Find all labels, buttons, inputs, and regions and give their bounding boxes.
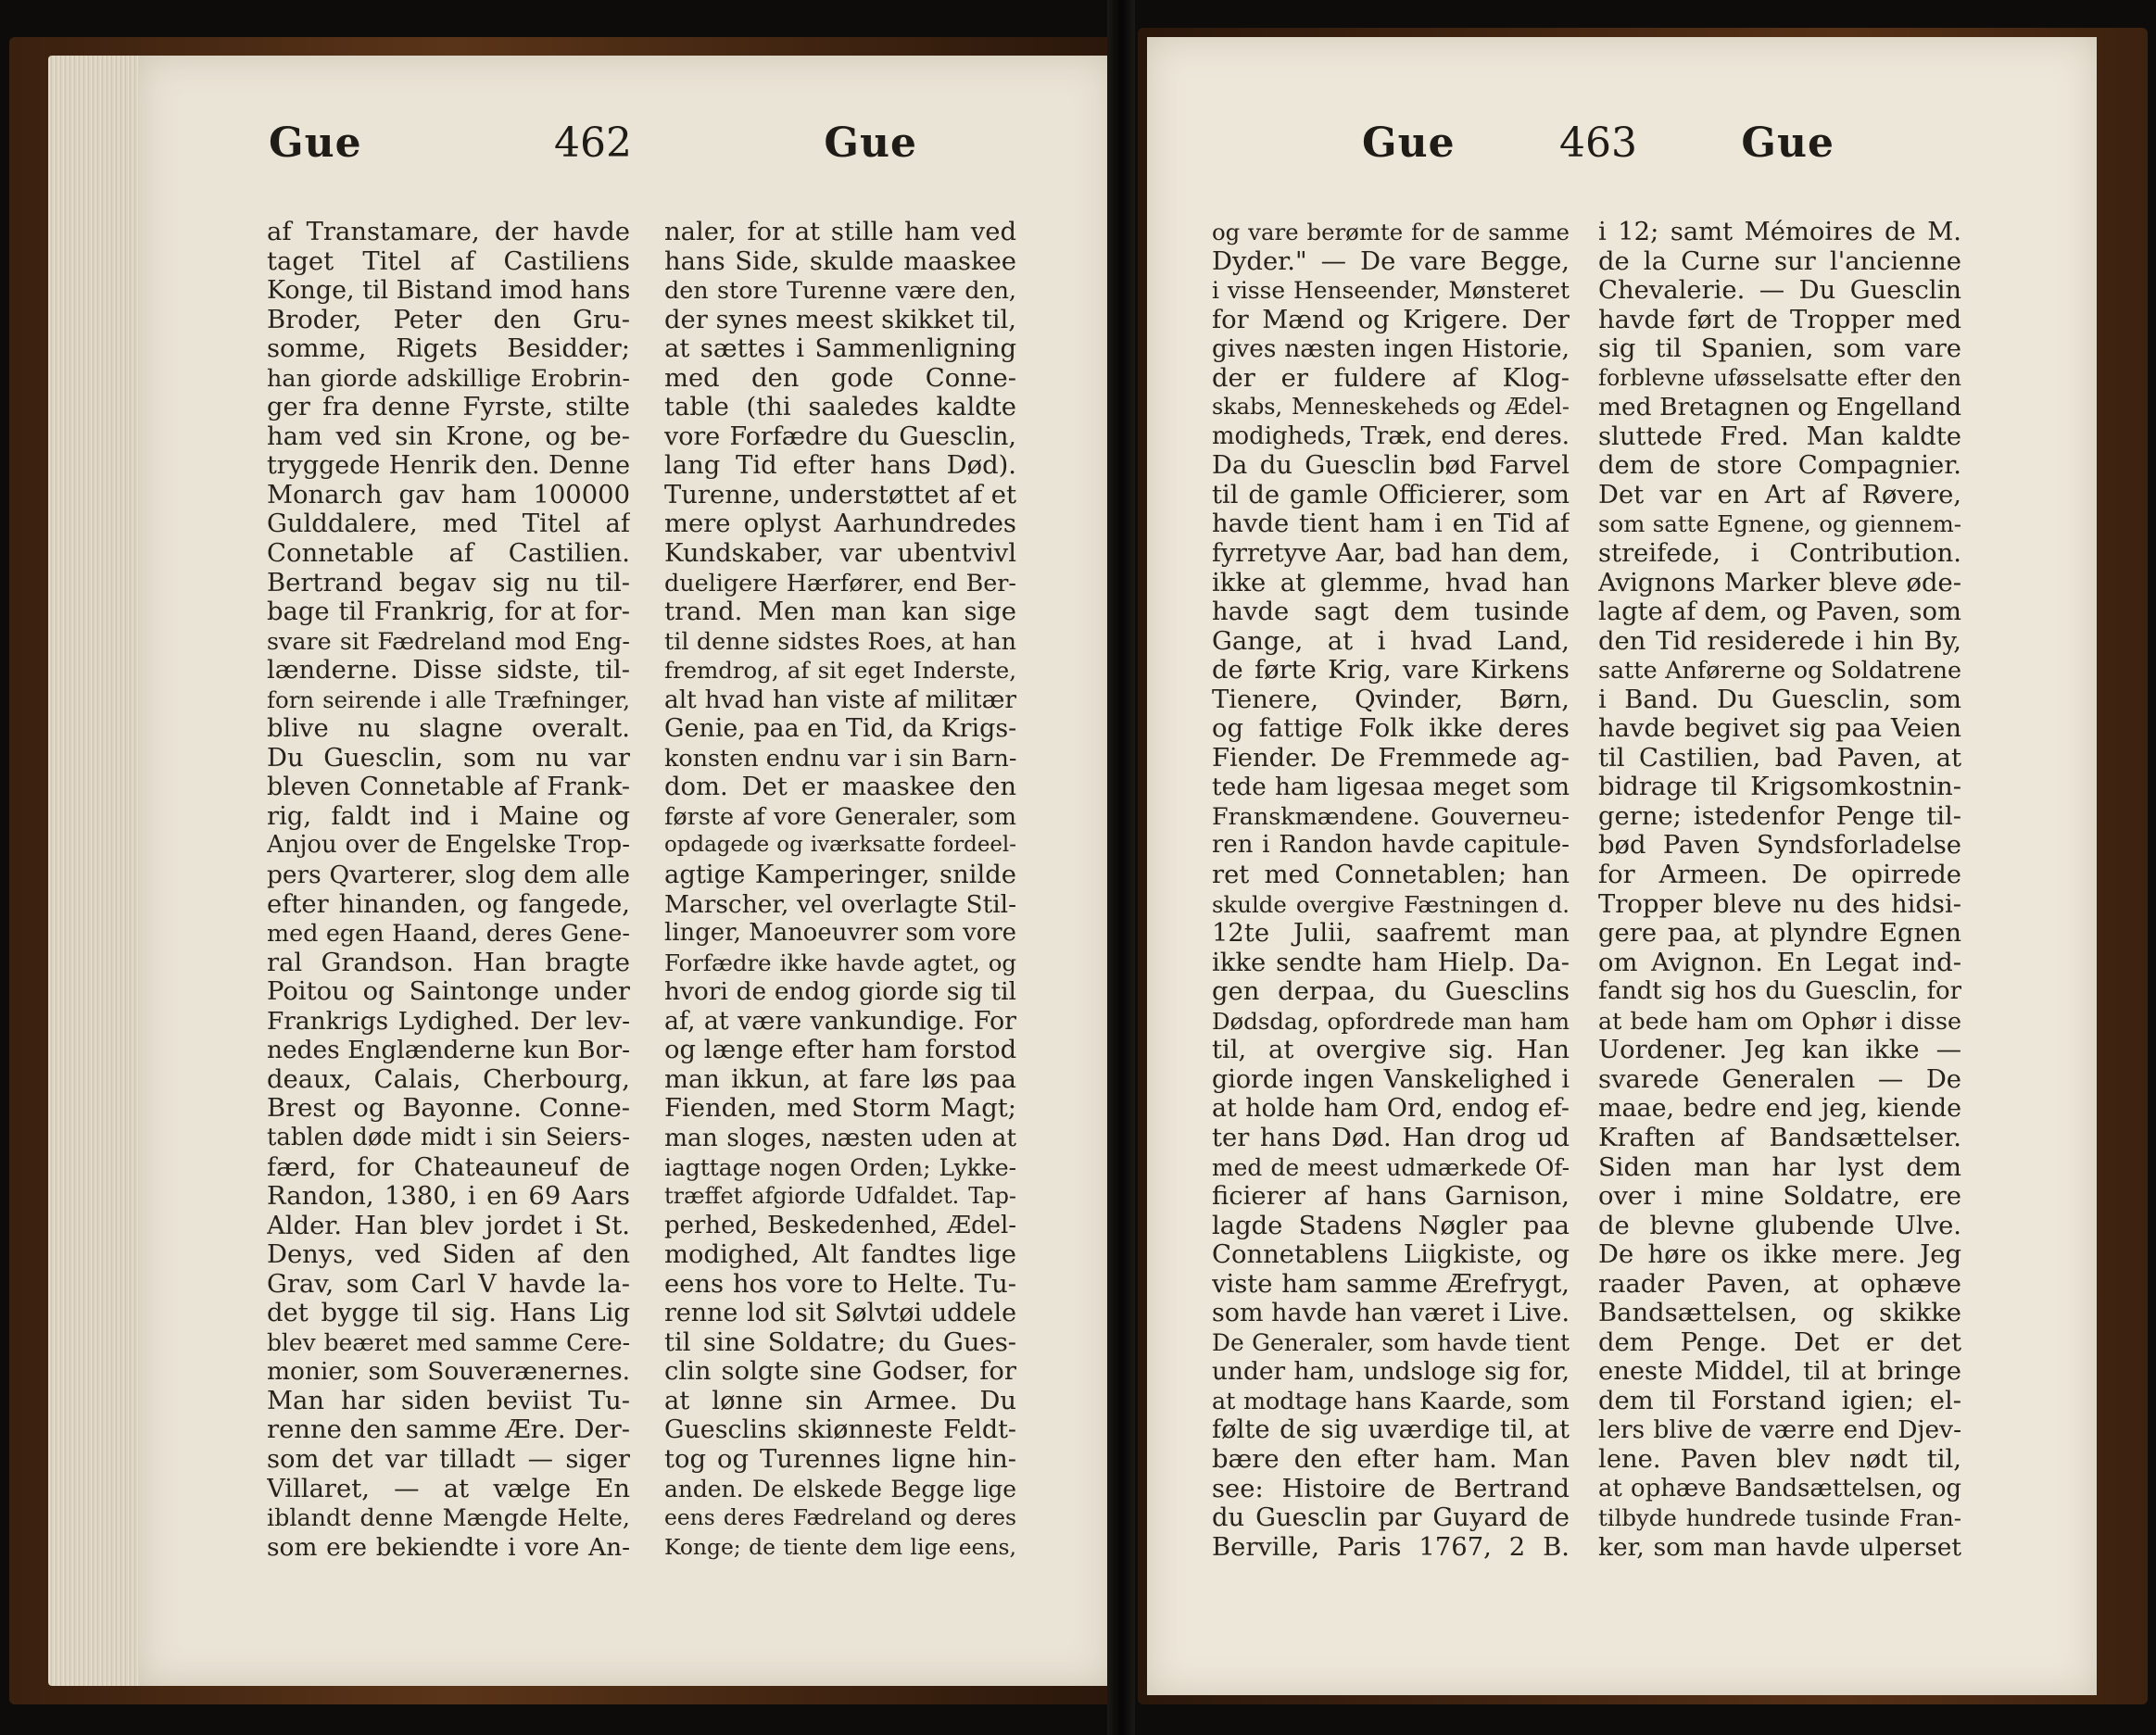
text-line: bidrage til Krigsomkostnin-	[1598, 773, 1961, 802]
left-catchword-right: Gue	[824, 119, 917, 167]
text-line: deaux, Calais, Cherbourg,	[267, 1064, 630, 1094]
text-line: dem Penge. Det er det	[1598, 1327, 1961, 1357]
text-line: Alder. Han blev jordet i St.	[267, 1211, 630, 1240]
text-line: dom. Det er maaskee den	[664, 773, 1016, 802]
text-line: af Transtamare, der havde	[267, 218, 630, 246]
text-line: see: Histoire de Bertrand	[1212, 1474, 1570, 1503]
text-line: gives næsten ingen Historie,	[1212, 334, 1570, 364]
left-page-column-1	[267, 218, 630, 1562]
text-line: at lønne sin Armee. Du	[664, 1386, 1016, 1415]
text-line: lang Tid efter hans Død).	[664, 451, 1016, 481]
left-catchword-left: Gue	[269, 119, 362, 167]
text-line: under ham, undsloge sig for,	[1212, 1357, 1570, 1387]
text-line: tog og Turennes ligne hin-	[664, 1444, 1016, 1474]
text-line: linger, Manoeuvrer som vore	[664, 919, 1016, 948]
text-line: tede ham ligesaa meget som	[1212, 773, 1570, 802]
text-line: i visse Henseender, Mønsteret	[1212, 277, 1570, 305]
text-line: svare sit Fædreland mod Eng-	[267, 626, 630, 655]
text-line: for Mænd og Krigere. Der	[1212, 305, 1570, 334]
text-line: med den gode Conne-	[664, 363, 1016, 393]
text-line: agtige Kamperinger, snilde	[664, 861, 1016, 890]
text-line: Kraften af Bandsættelser.	[1598, 1123, 1961, 1152]
text-line: iagttage nogen Orden; Lykke-	[664, 1153, 1016, 1181]
text-line: der synes meest skikket til,	[664, 305, 1016, 334]
text-line: dueligere Hærfører, end Ber-	[664, 568, 1016, 597]
text-line: giorde ingen Vanskelighed i	[1212, 1064, 1570, 1094]
text-line: Bandsættelsen, og skikke	[1598, 1299, 1961, 1328]
left-page-column-2	[664, 218, 1016, 1562]
text-line: og vare berømte for de samme	[1212, 219, 1570, 245]
text-line: bleven Connetable af Frank-	[267, 773, 630, 802]
text-line: De høre os ikke mere. Jeg	[1598, 1240, 1961, 1270]
text-line: som havde han været i Live.	[1212, 1299, 1570, 1328]
text-line: Franskmændene. Gouverneu-	[1212, 801, 1570, 830]
text-line: eens deres Fædreland og deres	[664, 1504, 1016, 1531]
text-line: Chevalerie. — Du Guesclin	[1598, 276, 1961, 306]
text-line: dem til Forstand igien; el-	[1598, 1386, 1961, 1415]
text-line: du Guesclin par Guyard de	[1212, 1503, 1570, 1533]
text-line: Konge, til Bistand imod hans	[267, 276, 630, 306]
text-line: ger fra denne Fyrste, stilte	[267, 393, 630, 422]
text-line: renne den samme Ære. Der-	[267, 1415, 630, 1445]
text-line: gen derpaa, du Guesclins	[1212, 977, 1570, 1007]
text-line: tryggede Henrik den. Denne	[267, 451, 630, 481]
text-line: at bede ham om Ophør i disse	[1598, 1006, 1961, 1035]
text-line: Da du Guesclin bød Farvel	[1212, 451, 1570, 481]
text-line: iblandt denne Mængde Helte,	[267, 1503, 630, 1532]
text-line: bage til Frankrig, for at for-	[267, 597, 630, 627]
text-line: Uordener. Jeg kan ikke —	[1598, 1036, 1961, 1065]
text-line: til sine Soldatre; du Gues-	[664, 1327, 1016, 1357]
text-line: Bertrand begav sig nu til-	[267, 568, 630, 597]
text-line: Connetable af Castilien.	[267, 539, 630, 569]
text-line: hvori de endog giorde sig til	[664, 977, 1016, 1007]
text-line: havde sagt dem tusinde	[1212, 597, 1570, 627]
text-line: ikke sendte ham Hielp. Da-	[1212, 948, 1570, 977]
text-line: som satte Egnene, og giennem-	[1598, 510, 1961, 538]
text-line: lene. Paven blev nødt til,	[1598, 1444, 1961, 1474]
left-running-head	[269, 93, 917, 167]
text-line: Siden man har lyst dem	[1598, 1152, 1961, 1182]
right-page-number: 463	[1559, 119, 1637, 167]
text-line: raader Paven, at ophæve	[1598, 1269, 1961, 1299]
text-line: i Band. Du Guesclin, som	[1598, 685, 1961, 714]
text-line: ren i Randon havde capitule-	[1212, 831, 1570, 860]
text-line: følte de sig uværdige til, at	[1212, 1415, 1570, 1445]
text-line: skabs, Menneskeheds og Ædel-	[1212, 394, 1570, 421]
text-line: blev beæret med samme Cere-	[267, 1328, 630, 1356]
text-line: af, at være vankundige. For	[664, 1006, 1016, 1036]
text-line: trand. Men man kan sige	[664, 597, 1016, 627]
text-line: efter hinanden, og fangede,	[267, 889, 630, 919]
text-line: lers blive de værre end Djev-	[1598, 1415, 1961, 1445]
text-line: Kundskaber, var ubentvivl	[664, 539, 1016, 569]
text-line: ikke at glemme, hvad han	[1212, 568, 1570, 597]
text-line: han giorde adskillige Erobrin-	[267, 363, 630, 392]
text-line: opdagede og iværksatte fordeel-	[664, 833, 1016, 858]
text-line: som det var tilladt — siger	[267, 1444, 630, 1474]
text-line: at ophæve Bandsættelsen, og	[1598, 1474, 1961, 1502]
text-line: havde ført de Tropper med	[1598, 305, 1961, 334]
text-line: Turenne, understøttet af et	[664, 480, 1016, 509]
text-line: til denne sidstes Roes, at han	[664, 626, 1016, 655]
text-line: Marscher, vel overlagte Stil-	[664, 889, 1016, 919]
text-line: Randon, 1380, i en 69 Aars	[267, 1182, 630, 1212]
text-line: dem de store Compagnier.	[1598, 451, 1961, 481]
text-line: med egen Haand, deres Gene-	[267, 919, 630, 948]
text-line: sluttede Fred. Man kaldte	[1598, 421, 1961, 451]
text-line: Tropper bleve nu des hidsi-	[1598, 889, 1961, 919]
text-line: færd, for Chateauneuf de	[267, 1152, 630, 1182]
left-page-number: 462	[554, 119, 632, 167]
text-line: modighed, Alt fandtes lige	[664, 1240, 1016, 1270]
text-line: om Avignon. En Legat ind-	[1598, 948, 1961, 977]
text-line: konsten endnu var i sin Barn-	[664, 743, 1016, 772]
text-line: taget Titel af Castiliens	[267, 246, 630, 276]
text-line: at holde ham Ord, endog ef-	[1212, 1094, 1570, 1124]
text-line: Brest og Bayonne. Conne-	[267, 1094, 630, 1124]
text-line: eneste Middel, til at bringe	[1598, 1357, 1961, 1387]
text-line: renne lod sit Sølvtøi uddele	[664, 1299, 1016, 1328]
text-line: der er fuldere af Klog-	[1212, 363, 1570, 393]
text-line: Anjou over de Engelske Trop-	[267, 831, 630, 860]
text-line: gere paa, at plyndre Egnen	[1598, 919, 1961, 949]
text-line: anden. De elskede Begge lige	[664, 1475, 1016, 1502]
text-line: tilbyde hundrede tusinde Fran-	[1598, 1504, 1961, 1532]
text-line: de blevne glubende Ulve.	[1598, 1211, 1961, 1240]
text-line: Frankrigs Lydighed. Der lev-	[267, 1006, 630, 1036]
text-line: table (thi saaledes kaldte	[664, 393, 1016, 422]
text-line: Poitou og Saintonge under	[267, 977, 630, 1007]
text-line: Dyder." — De vare Begge,	[1212, 246, 1570, 276]
text-line: med de meest udmærkede Of-	[1212, 1153, 1570, 1181]
text-line: Forfædre ikke havde agtet, og	[664, 949, 1016, 976]
text-line: og længe efter ham forstod	[664, 1036, 1016, 1065]
text-line: ral Grandson. Han bragte	[267, 948, 630, 977]
text-line: Man har siden beviist Tu-	[267, 1386, 630, 1415]
text-line: Genie, paa en Tid, da Krigs-	[664, 714, 1016, 744]
right-page-column-1	[1212, 218, 1570, 1562]
text-line: hans Side, skulde maaskee	[664, 246, 1016, 276]
text-line: clin solgte sine Godser, for	[664, 1357, 1016, 1387]
text-line: over i mine Soldatre, ere	[1598, 1182, 1961, 1212]
text-line: streifede, i Contribution.	[1598, 539, 1961, 569]
text-line: bære den efter ham. Man	[1212, 1444, 1570, 1474]
text-line: lagde Stadens Nøgler paa	[1212, 1211, 1570, 1240]
text-line: Monarch gav ham 100000	[267, 480, 630, 509]
text-line: Det var en Art af Røvere,	[1598, 480, 1961, 509]
text-line: eens hos vore to Helte. Tu-	[664, 1269, 1016, 1299]
text-line: den Tid residerede i hin By,	[1598, 626, 1961, 656]
text-line: bød Paven Syndsforladelse	[1598, 831, 1961, 861]
text-line: Du Guesclin, som nu var	[267, 743, 630, 773]
text-line: ter hans Død. Han drog ud	[1212, 1123, 1570, 1152]
text-line: at modtage hans Kaarde, som	[1212, 1386, 1570, 1414]
text-line: naler, for at stille ham ved	[664, 218, 1016, 246]
text-line: Konge; de tiente dem lige eens,	[664, 1533, 1016, 1560]
text-line: Tienere, Qvinder, Børn,	[1212, 685, 1570, 714]
text-line: havde tient ham i en Tid af	[1212, 509, 1570, 539]
text-line: med Bretagnen og Engelland	[1598, 393, 1961, 422]
text-line: første af vore Generaler, som	[664, 801, 1016, 830]
text-line: træffet afgiorde Udfaldet. Tap-	[664, 1183, 1016, 1210]
text-line: man sloges, næsten uden at	[664, 1123, 1016, 1152]
text-line: gerne; istedenfor Penge til-	[1598, 801, 1961, 831]
text-line: Villaret, — at vælge En	[267, 1474, 630, 1503]
text-line: svarede Generalen — De	[1598, 1064, 1961, 1094]
text-line: sig til Spanien, som vare	[1598, 334, 1961, 364]
right-catchword-right: Gue	[1741, 119, 1834, 167]
text-line: Grav, som Carl V havde la-	[267, 1269, 630, 1299]
text-line: Guesclins skiønneste Feldt-	[664, 1415, 1016, 1445]
text-line: fremdrog, af sit eget Inderste,	[664, 657, 1016, 685]
text-line: pers Qvarterer, slog dem alle	[267, 861, 630, 890]
gutter	[1107, 0, 1135, 1735]
text-line: viste ham samme Ærefrygt,	[1212, 1269, 1570, 1299]
text-line: maae, bedre end jeg, kiende	[1598, 1094, 1961, 1124]
text-line: ker, som man havde ulperset	[1598, 1532, 1961, 1562]
text-line: lagte af dem, og Paven, som	[1598, 597, 1961, 627]
text-line: det bygge til sig. Hans Lig	[267, 1299, 630, 1328]
text-line: Avignons Marker bleve øde-	[1598, 568, 1961, 597]
text-line: Broder, Peter den Gru-	[267, 305, 630, 334]
text-line: og fattige Folk ikke deres	[1212, 714, 1570, 744]
right-running-head	[1362, 93, 1834, 167]
text-line: Gulddalere, med Titel af	[267, 509, 630, 539]
text-line: i 12; samt Mémoires de M.	[1598, 218, 1961, 246]
text-line: lænderne. Disse sidste, til-	[267, 656, 630, 685]
right-catchword-left: Gue	[1362, 119, 1456, 167]
page-edges	[48, 56, 150, 1686]
text-line: Berville, Paris 1767, 2 B.	[1212, 1532, 1570, 1562]
text-line: Connetablens Liigkiste, og	[1212, 1240, 1570, 1270]
text-line: De Generaler, som havde tient	[1212, 1328, 1570, 1356]
text-line: alt hvad han viste af militær	[664, 685, 1016, 714]
text-line: den store Turenne være den,	[664, 276, 1016, 305]
text-line: skulde overgive Fæstningen d.	[1212, 890, 1570, 918]
right-page-column-2	[1598, 218, 1961, 1562]
text-line: de førte Krig, vare Kirkens	[1212, 656, 1570, 685]
text-line: forblevne uføsselsatte efter den	[1598, 364, 1961, 391]
text-line: Dødsdag, opfordrede man ham	[1212, 1007, 1570, 1035]
text-line: Gange, at i hvad Land,	[1212, 626, 1570, 656]
text-line: satte Anførerne og Soldatrene	[1598, 656, 1961, 685]
text-line: som ere bekiendte i vore An-	[267, 1532, 630, 1562]
text-line: Fiender. De Fremmede ag-	[1212, 743, 1570, 773]
text-line: rig, faldt ind i Maine og	[267, 801, 630, 831]
text-line: somme, Rigets Besidder;	[267, 334, 630, 364]
text-line: for Armeen. De opirrede	[1598, 861, 1961, 890]
text-line: perhed, Beskedenhed, Ædel-	[664, 1211, 1016, 1239]
text-line: nedes Englænderne kun Bor-	[267, 1036, 630, 1065]
text-line: ret med Connetablen; han	[1212, 861, 1570, 890]
text-line: vore Forfædre du Guesclin,	[664, 421, 1016, 451]
text-line: at sættes i Sammenligning	[664, 334, 1016, 364]
text-line: mere oplyst Aarhundredes	[664, 509, 1016, 539]
text-line: til Castilien, bad Paven, at	[1598, 743, 1961, 773]
text-line: havde begivet sig paa Veien	[1598, 714, 1961, 744]
text-line: de la Curne sur l'ancienne	[1598, 246, 1961, 276]
text-line: forn seirende i alle Træfninger,	[267, 685, 630, 713]
text-line: blive nu slagne overalt.	[267, 714, 630, 744]
text-line: tablen døde midt i sin Seiers-	[267, 1123, 630, 1151]
text-line: ham ved sin Krone, og be-	[267, 421, 630, 451]
text-line: 12te Julii, saafremt man	[1212, 919, 1570, 949]
text-line: man ikkun, at fare løs paa	[664, 1064, 1016, 1094]
text-line: monier, som Souverænernes.	[267, 1357, 630, 1387]
text-line: Fienden, med Storm Magt;	[664, 1094, 1016, 1124]
text-line: til de gamle Officierer, som	[1212, 480, 1570, 509]
text-line: modigheds, Træk, end deres.	[1212, 421, 1570, 450]
text-line: fyrretyve Aar, bad han dem,	[1212, 539, 1570, 569]
text-line: til, at overgive sig. Han	[1212, 1036, 1570, 1065]
text-line: ficierer af hans Garnison,	[1212, 1182, 1570, 1212]
text-line: fandt sig hos du Guesclin, for	[1598, 977, 1961, 1006]
text-line: Denys, ved Siden af den	[267, 1240, 630, 1270]
